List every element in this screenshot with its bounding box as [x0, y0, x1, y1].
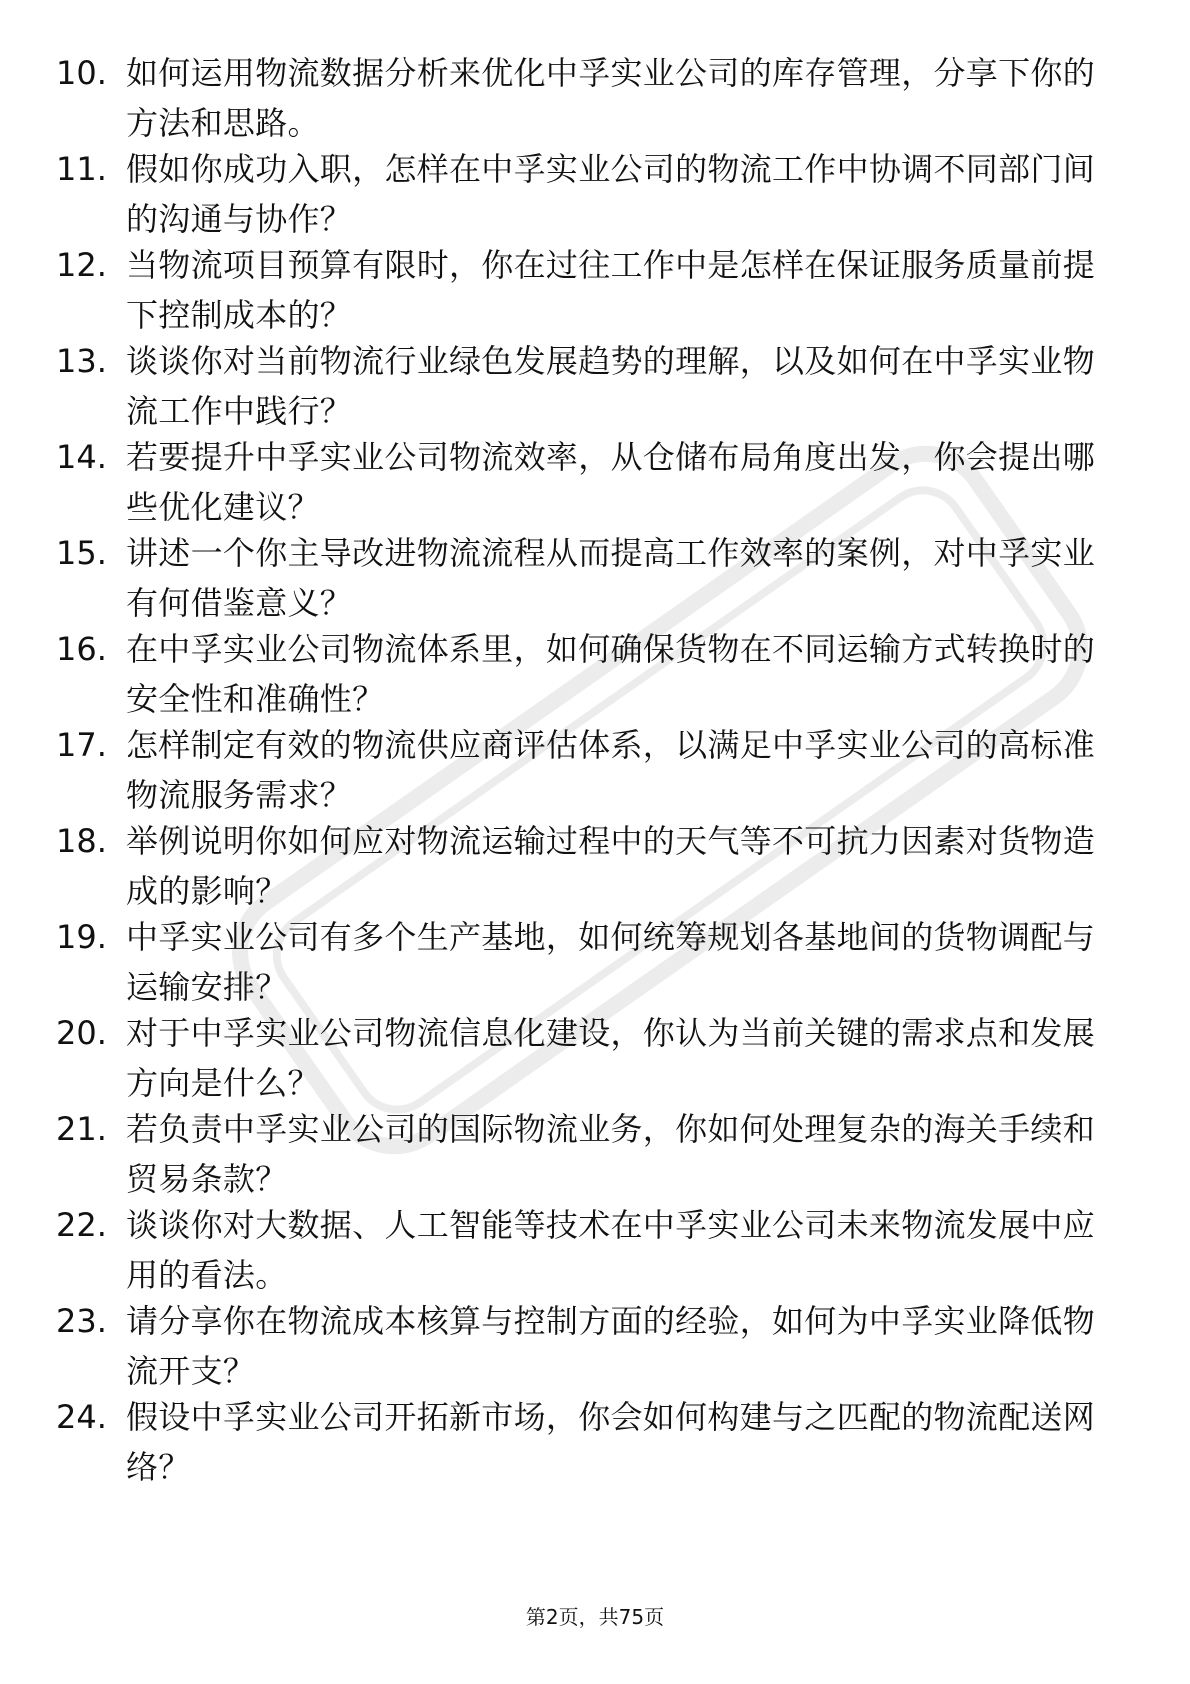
- question-text: 谈谈你对大数据、人工智能等技术在中孚实业公司未来物流发展中应用的看法。: [126, 1206, 1096, 1294]
- question-text: 若负责中孚实业公司的国际物流业务，你如何处理复杂的海关手续和贸易条款？: [126, 1110, 1096, 1198]
- question-text: 假如你成功入职，怎样在中孚实业公司的物流工作中协调不同部门间的沟通与协作？: [126, 150, 1096, 238]
- page-number-label: 第2页，共75页: [525, 1605, 665, 1629]
- question-text: 在中孚实业公司物流体系里，如何确保货物在不同运输方式转换时的安全性和准确性？: [126, 630, 1096, 718]
- question-number: 10.: [56, 54, 107, 92]
- question-number: 20.: [56, 1014, 107, 1052]
- question-item: [0, 1296, 1190, 1396]
- question-text: 举例说明你如何应对物流运输过程中的天气等不可抗力因素对货物造成的影响？: [126, 822, 1096, 910]
- question-number: 14.: [56, 438, 107, 476]
- question-item: [0, 1008, 1190, 1108]
- question-item: [0, 720, 1190, 820]
- question-text: 如何运用物流数据分析来优化中孚实业公司的库存管理，分享下你的方法和思路。: [126, 54, 1096, 142]
- question-number: 22.: [56, 1206, 107, 1244]
- question-text: 中孚实业公司有多个生产基地，如何统筹规划各基地间的货物调配与运输安排？: [126, 918, 1096, 1006]
- question-item: [0, 432, 1190, 532]
- question-number: 12.: [56, 246, 107, 284]
- question-item: [0, 144, 1190, 244]
- question-number: 15.: [56, 534, 107, 572]
- question-item: [0, 1104, 1190, 1204]
- question-number: 18.: [56, 822, 107, 860]
- question-number: 11.: [56, 150, 107, 188]
- question-item: [0, 48, 1190, 148]
- question-text: 讲述一个你主导改进物流流程从而提高工作效率的案例，对中孚实业有何借鉴意义？: [126, 534, 1096, 622]
- question-item: [0, 240, 1190, 340]
- question-number: 21.: [56, 1110, 107, 1148]
- question-number: 23.: [56, 1302, 107, 1340]
- question-number: 19.: [56, 918, 107, 956]
- page-footer: [0, 1602, 1190, 1632]
- question-item: [0, 1200, 1190, 1300]
- question-number: 24.: [56, 1398, 107, 1436]
- question-item: [0, 624, 1190, 724]
- question-number: 17.: [56, 726, 107, 764]
- question-text: 假设中孚实业公司开拓新市场，你会如何构建与之匹配的物流配送网络？: [126, 1398, 1096, 1486]
- question-text: 当物流项目预算有限时，你在过往工作中是怎样在保证服务质量前提下控制成本的？: [126, 246, 1096, 334]
- question-item: [0, 816, 1190, 916]
- question-text: 谈谈你对当前物流行业绿色发展趋势的理解，以及如何在中孚实业物流工作中践行？: [126, 342, 1096, 430]
- question-number: 16.: [56, 630, 107, 668]
- question-item: [0, 912, 1190, 1012]
- question-text: 对于中孚实业公司物流信息化建设，你认为当前关键的需求点和发展方向是什么？: [126, 1014, 1096, 1102]
- question-item: [0, 336, 1190, 436]
- question-number: 13.: [56, 342, 107, 380]
- question-text: 若要提升中孚实业公司物流效率，从仓储布局角度出发，你会提出哪些优化建议？: [126, 438, 1096, 526]
- question-text: 请分享你在物流成本核算与控制方面的经验，如何为中孚实业降低物流开支？: [126, 1302, 1096, 1390]
- question-item: [0, 1392, 1190, 1492]
- question-text: 怎样制定有效的物流供应商评估体系，以满足中孚实业公司的高标准物流服务需求？: [126, 726, 1096, 814]
- question-item: [0, 528, 1190, 628]
